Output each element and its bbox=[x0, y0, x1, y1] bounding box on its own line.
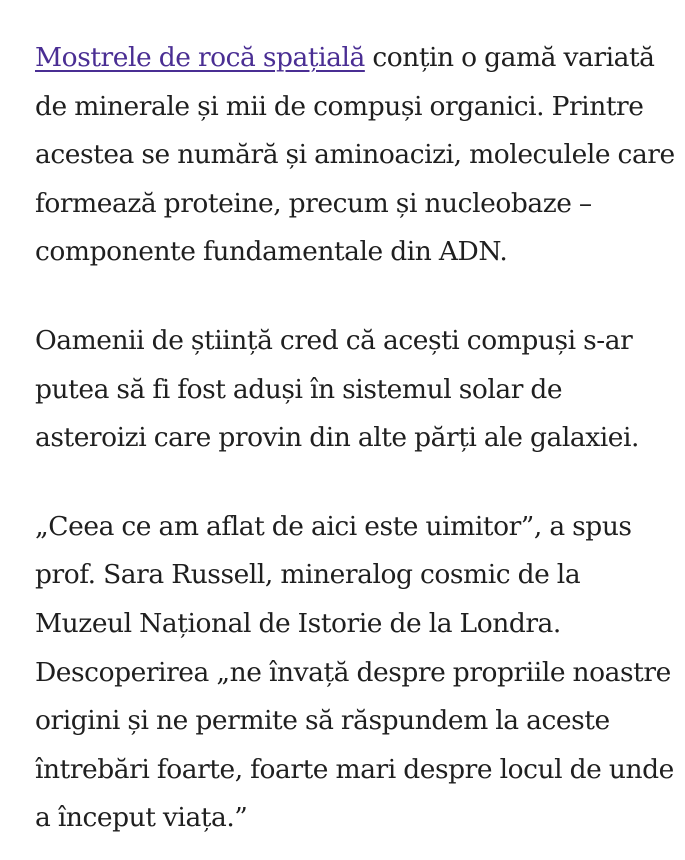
paragraph-2-text: Oamenii de știință cred că acești compuși s-ar putea să fi fost aduși în sistemul solar de asteroizi care provin din alte părți ale galaxiei. bbox=[35, 324, 639, 454]
paragraph-3-text: „Ceea ce am aflat de aici este uimitor”, a spus prof. Sara Russell, mineralog cosmic de la Muzeul Național de Istorie de la Londra. Descoperirea „ne învață despre propriile noastre origini și ne permite să răspundem la aceste întrebări foarte, foarte mari despre locul de unde a început viața.” bbox=[35, 510, 674, 834]
paragraph-2 bbox=[35, 317, 677, 463]
paragraph-1 bbox=[35, 34, 677, 277]
space-rock-samples-link[interactable]: Mostrele de rocă spațială bbox=[35, 42, 365, 73]
paragraph-3 bbox=[35, 503, 677, 843]
paragraph-1-text: conțin o gamă variată de minerale și mii de compuși organici. Printre acestea se numără și aminoacizi, moleculele care formează proteine, precum și nucleobaze – componente fundamentale din ADN. bbox=[35, 42, 675, 268]
